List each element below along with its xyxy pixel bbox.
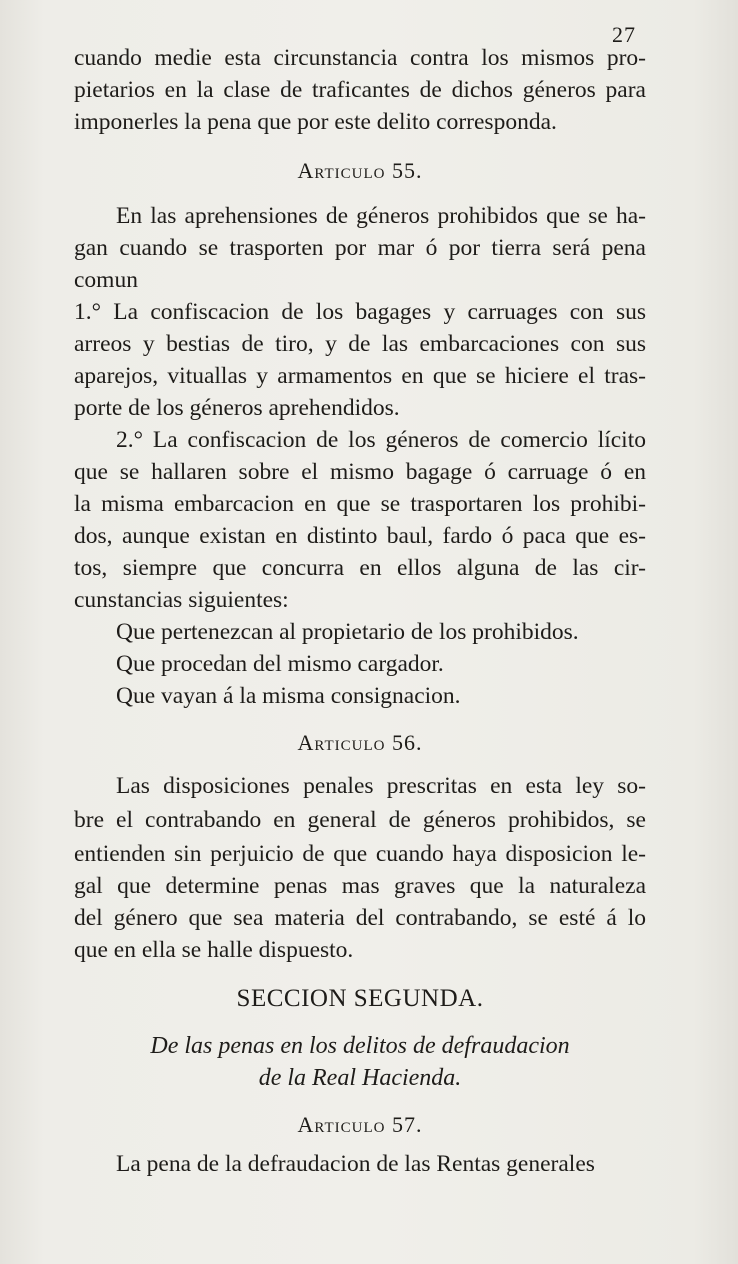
- point-2-line: la misma embarcacion en que se trasportaren los prohibi-: [74, 491, 646, 517]
- section-subtitle: De las penas en los delitos de defraudacion: [150, 1033, 570, 1059]
- section-title: SECCION SEGUNDA.: [236, 985, 484, 1012]
- point-1-line: aparejos, vituallas y armamentos en que se hiciere el tras-: [74, 363, 646, 389]
- article-56-line: que en ella se halle dispuesto.: [74, 937, 354, 963]
- article-56-line: bre el contrabando en general de géneros prohibidos, se: [74, 807, 646, 833]
- article-56-line: gal que determine penas mas graves que la naturaleza: [74, 873, 646, 899]
- article-55-line: En las aprehensiones de géneros prohibidos que se ha-: [116, 203, 646, 229]
- article-56-line: entienden sin perjuicio de que cuando haya disposicion le-: [74, 841, 646, 867]
- point-1-line: arreos y bestias de tiro, y de las embarcaciones con sus: [74, 331, 646, 357]
- page-number: 27: [612, 22, 636, 47]
- article-55-line: gan cuando se trasporten por mar ó por tierra será pena: [74, 235, 646, 261]
- circumstance-item: Que vayan á la misma consignacion.: [116, 683, 461, 709]
- point-1-line: porte de los géneros aprehendidos.: [74, 395, 400, 421]
- point-2-line: 2.° La confiscacion de los géneros de comercio lícito: [116, 427, 646, 453]
- point-2-line: tos, siempre que concurra en ellos alguna de las cir-: [74, 555, 646, 581]
- point-1-line: 1.° La confiscacion de los bagages y carruages con sus: [74, 299, 646, 325]
- section-subtitle: de la Real Hacienda.: [258, 1065, 462, 1091]
- article-55-line: comun: [74, 267, 138, 293]
- point-2-line: cunstancias siguientes:: [74, 587, 289, 613]
- point-2-line: dos, aunque existan en distinto baul, fardo ó paca que es-: [74, 523, 646, 549]
- circumstance-item: Que procedan del mismo cargador.: [116, 651, 444, 677]
- point-2-line: que se hallaren sobre el mismo bagage ó carruage ó en: [74, 459, 646, 485]
- article-57-line: La pena de la defraudacion de las Rentas generales: [116, 1151, 595, 1177]
- article-56-line: Las disposiciones penales prescritas en esta ley so-: [116, 773, 646, 799]
- intro-line: cuando medie esta circunstancia contra los mismos pro-: [74, 45, 646, 71]
- article-55-heading: Articulo 55.: [297, 158, 423, 183]
- intro-line: pietarios en la clase de traficantes de dichos géneros para: [74, 77, 646, 103]
- article-57-heading: Articulo 57.: [297, 1112, 423, 1137]
- circumstance-item: Que pertenezcan al propietario de los prohibidos.: [116, 619, 579, 645]
- intro-line: imponerles la pena que por este delito corresponda.: [74, 109, 557, 135]
- article-56-line: del género que sea materia del contrabando, se esté á lo: [74, 905, 646, 931]
- article-56-heading: Articulo 56.: [297, 730, 423, 755]
